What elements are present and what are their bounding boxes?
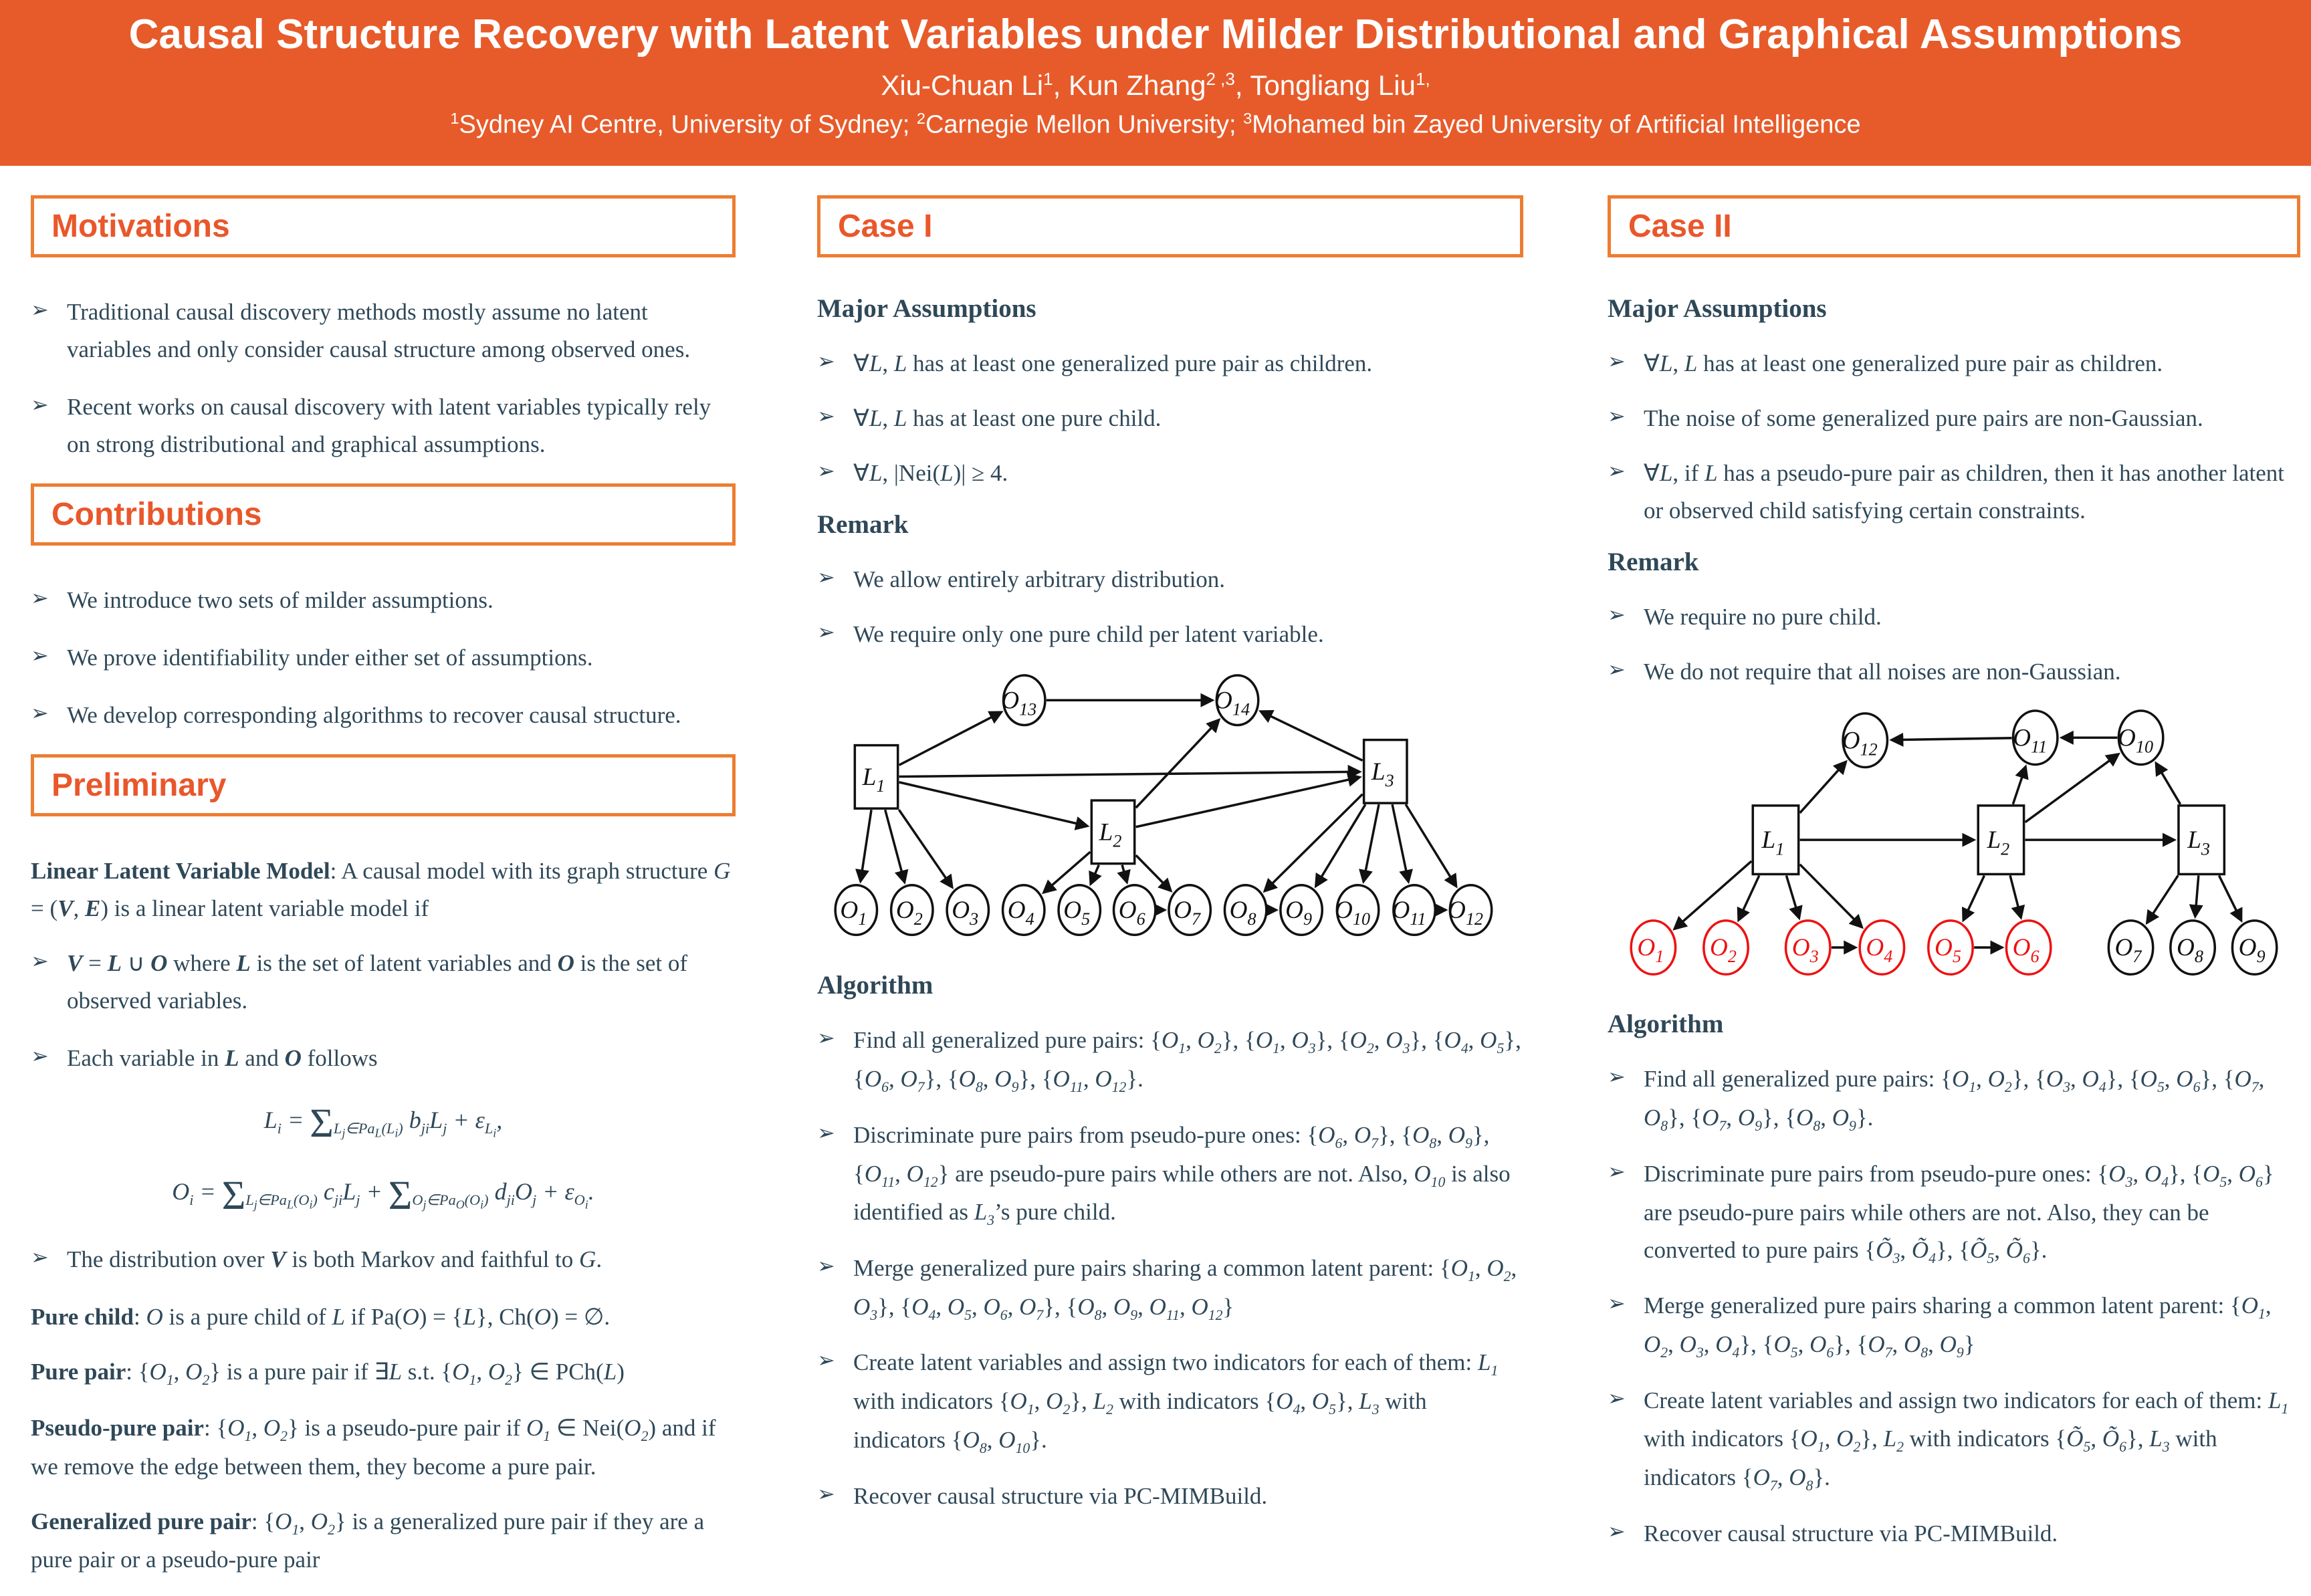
list-item [1608,400,2300,437]
graph-edge-L2-O6 [2010,875,2021,917]
svg-text:O4: $O_4$ [1866,934,1893,967]
svg-text:O9: $O_9$ [2238,934,2266,967]
bullet-arrow-icon: ➢ [817,1026,835,1050]
graph-edge-L1-O2 [1739,875,1759,919]
bullet-arrow-icon: ➢ [1608,1291,1626,1316]
svg-text:O3: $O_3$ [952,897,979,929]
svg-text:O12: $O_{12}$ [1447,897,1483,929]
bullet-arrow-icon: ➢ [31,298,49,322]
svg-text:O8: $O_8$ [2177,934,2204,967]
list-item [31,582,736,619]
bullet-arrow-icon: ➢ [31,392,49,417]
bullet-arrow-icon: ➢ [817,1120,835,1145]
graph-edge-L2-O6 [1122,865,1127,882]
graph-edge-L2-O14 [1136,720,1219,808]
graph-node-O9 [1281,885,1322,935]
graph-node-O10 [2118,711,2163,764]
case2-causal-graph [1608,708,2300,990]
svg-text:L2: $L_2$ [1099,818,1122,851]
bullet-arrow-icon: ➢ [1608,1385,1626,1410]
definition-pure-child: Pure child: O is a pure child of L if Pa(O) = {L}, Ch(O) = ∅. [31,1304,611,1331]
bullet-text: We require only one pure child per latent variable. [853,621,1324,647]
graph-edge-L1-O2 [885,810,905,882]
list-item [817,1250,1523,1327]
graph-edge-L2-O11 [2013,767,2025,804]
bullet-arrow-icon: ➢ [1608,602,1626,626]
graph-node-L3 [2179,806,2224,875]
list-item [31,1241,736,1278]
bullet-text: We require no pure child. [1644,604,1882,630]
poster-header [0,0,2311,166]
list-item [817,1478,1523,1515]
list-item [817,345,1523,382]
bullet-text: ∀L, if L has a pseudo-pure pair as children, then it has another latent or observed child satisfying certain constraints. [1644,460,2285,524]
graph-node-L1 [1753,806,1798,875]
graph-edge-L3-O11 [1392,804,1408,881]
list-item [31,945,736,1020]
bullet-text: Recover causal structure via PC-MIMBuild. [1644,1520,2058,1547]
bullet-arrow-icon: ➢ [1608,1518,1626,1543]
bullet-arrow-icon: ➢ [31,643,49,667]
svg-text:O8: $O_8$ [1229,897,1256,929]
section-title-preliminary: Preliminary [51,768,227,803]
graph-node-O12 [1448,885,1492,935]
bullet-text: Create latent variables and assign two indicators for each of them: $L_1$ with indicators {$O_1$, $O_2$}, $L_2$ with indicators {$Õ_5$, $Õ_6$}, $L_3$ with indicators {$O_7$, $O_8$}. [1644,1387,2289,1494]
poster-authors: Xiu-Chuan Li$^1$, Kun Zhang$^{2 ,3}$, Tongliang Liu$^{1,}$ [881,69,1430,101]
svg-text:L3: $L_3$ [2187,826,2211,859]
bullet-text: Find all generalized pure pairs: {$O_1$, $O_2$}, {$O_1$, $O_3$}, {$O_2$, $O_3$}, {$O_4$, $O_5$}, {$O_6$, $O_7$}, {$O_8$, $O_9$}, {$O_{11}$, $O_{12}$}. [853,1027,1521,1096]
bullet-arrow-icon: ➢ [1608,404,1626,428]
bullet-text: ∀L, L has at least one generalized pure pair as children. [1644,350,2163,376]
svg-text:O13: $O_{13}$ [1001,687,1037,719]
graph-node-O3 [947,885,988,935]
svg-text:O9: $O_9$ [1285,897,1313,929]
bullet-text: We develop corresponding algorithms to recover causal structure. [67,702,681,728]
bullet-arrow-icon: ➢ [817,459,835,483]
case2-algorithm-heading: Algorithm [1608,1010,1724,1039]
section-header-preliminary [31,754,736,816]
bullet-arrow-icon: ➢ [817,1481,835,1506]
svg-text:O6: $O_6$ [1118,897,1145,929]
case1-algorithm-heading: Algorithm [817,971,933,1000]
graph-edge-L1-O13 [899,712,1001,765]
graph-edge-L2-O5 [1963,875,1984,919]
graph-node-O7 [2108,921,2153,974]
list-item [817,1117,1523,1232]
list-item [31,388,736,463]
list-item [817,400,1523,437]
list-item [817,455,1523,492]
bullet-text: Merge generalized pure pairs sharing a common latent parent: {$O_1$, $O_2$, $O_3$}, {$O_4$, $O_5$, $O_6$, $O_7$}, {$O_8$, $O_9$, $O_{11}$, $O_{12}$} [853,1254,1517,1323]
graph-node-O1 [1631,921,1675,974]
graph-edge-L3-O12 [1406,804,1456,886]
graph-node-O4 [1860,921,1904,974]
section-title-case1: Case I [838,209,933,244]
graph-edge-L1-L2 [899,782,1087,826]
graph-edge-L3-O9 [2219,875,2241,920]
graph-edge-L3-O10 [2157,764,2181,804]
list-item [1608,455,2300,530]
list-item [1608,1287,2300,1364]
graph-node-O11 [1392,885,1435,935]
bullet-arrow-icon: ➢ [1608,1159,1626,1183]
definition-llvm: Linear Latent Variable Model: A causal model with its graph structure G = (V, E) is a linear latent variable model if [31,858,731,921]
section-header-contributions [31,483,736,546]
bullet-arrow-icon: ➢ [1608,459,1626,483]
svg-text:O7: $O_7$ [2114,934,2142,967]
svg-text:L3: $L_3$ [1371,758,1394,790]
graph-node-L3 [1364,740,1407,804]
case1-assumptions-heading: Major Assumptions [817,294,1036,323]
graph-node-O6 [1114,885,1156,935]
column-left [31,195,736,1596]
graph-node-O14 [1214,675,1258,725]
section-header-motivations [31,195,736,257]
graph-node-L2 [1091,800,1134,864]
svg-text:O4: $O_4$ [1007,897,1034,929]
list-item [1608,345,2300,382]
poster-body [0,195,2311,1573]
graph-node-O8 [1224,885,1266,935]
bullet-text: Discriminate pure pairs from pseudo-pure ones: {$O_3$, $O_4$}, {$O_5$, $O_6$} are pseudo-pure pairs while others are not. Also, they can be converted to pure pairs {$Õ_3$, $Õ_4$}, {$Õ_5$, $Õ_6$}. [1644,1160,2274,1266]
list-item [31,639,736,677]
graph-edge-O11-O12 [1892,738,2011,740]
graph-node-O4 [1003,885,1044,935]
bullet-text: Recover causal structure via PC-MIMBuild. [853,1482,1268,1509]
list-item [817,1344,1523,1460]
graph-edge-L3-O7 [2147,875,2178,922]
graph-edge-L1-O3 [1786,875,1799,917]
graph-node-O6 [2006,921,2050,974]
graph-node-O3 [1786,921,1830,974]
list-item [817,1022,1523,1099]
definition-generalized-pure-pair: Generalized pure pair: {$O_1$, $O_2$} is a generalized pure pair if they are a pure pair or a pseudo-pure pair [31,1508,705,1573]
svg-text:O7: $O_7$ [1174,897,1201,929]
case1-remark-heading: Remark [817,510,909,539]
bullet-text: ∀L, L has at least one pure child. [853,405,1162,431]
graph-edge-L1-O1 [861,810,871,881]
svg-text:O14: $O_{14}$ [1214,687,1250,719]
bullet-arrow-icon: ➢ [817,620,835,644]
bullet-text: ∀L, |Nei(L)| ≥ 4. [853,460,1008,486]
section-title-case2: Case II [1628,209,1732,244]
list-item [1608,1060,2300,1137]
graph-node-O2 [891,885,933,935]
bullet-arrow-icon: ➢ [31,1245,49,1270]
bullet-text: Traditional causal discovery methods mostly assume no latent variables and only consider causal structure among observed ones. [67,299,691,362]
bullet-text: Merge generalized pure pairs sharing a common latent parent: {$O_1$, $O_2$, $O_3$, $O_4$}, {$O_5$, $O_6$}, {$O_7$, $O_8$, $O_9$} [1644,1292,2272,1361]
poster-title: Causal Structure Recovery with Latent Variables under Milder Distributional and Graphical Assumptions [128,11,2183,58]
svg-text:L1: $L_1$ [1761,826,1785,859]
graph-node-O8 [2171,921,2215,974]
bullet-text: Recent works on causal discovery with latent variables typically rely on strong distributional and graphical assumptions. [67,394,711,457]
bullet-arrow-icon: ➢ [817,404,835,428]
bullet-text: ∀L, L has at least one generalized pure pair as children. [853,350,1373,376]
graph-node-O1 [835,885,877,935]
svg-text:O6: $O_6$ [2012,934,2040,967]
formula-observed-equation: $O_i = \Sigma_{L_j\in Pa_L(O_i)}$ $c_{ji}L_j + \Sigma_{O_j\in Pa_O(O_i)}$ $d_{ji}O_j + \varepsilon_{O_i}$. [172,1172,594,1218]
bullet-text: V = L ∪ O where L is the set of latent variables and O is the set of observed variables. [67,950,687,1014]
bullet-arrow-icon: ➢ [817,565,835,589]
graph-edge-L1-L3 [899,772,1359,776]
bullet-text: The distribution over V is both Markov and faithful to G. [67,1246,602,1273]
bullet-text: Find all generalized pure pairs: {$O_1$, $O_2$}, {$O_3$, $O_4$}, {$O_5$, $O_6$}, {$O_7$, $O_8$}, {$O_7$, $O_9$}, {$O_8$, $O_9$}. [1644,1066,2265,1135]
column-case2 [1608,195,2300,1570]
svg-text:O5: $O_5$ [1063,897,1091,929]
bullet-arrow-icon: ➢ [1608,1064,1626,1089]
list-item [1608,1515,2300,1553]
graph-edge-L3-O8 [2195,875,2199,916]
graph-node-O12 [1842,713,1888,767]
graph-edge-L3-O8 [1265,794,1363,891]
graph-edge-L2-L3 [1136,778,1359,827]
svg-text:O11: $O_{11}$ [1392,897,1426,929]
graph-node-O2 [1704,921,1748,974]
list-item [1608,1155,2300,1270]
bullet-arrow-icon: ➢ [817,1348,835,1373]
case2-assumptions-heading: Major Assumptions [1608,294,1827,323]
graph-node-O10 [1335,885,1379,935]
column-case1 [817,195,1523,1532]
svg-text:O1: $O_1$ [840,897,867,929]
graph-edge-L2-O5 [1091,865,1099,884]
bullet-text: We do not require that all noises are non-Gaussian. [1644,659,2121,685]
svg-text:L2: $L_2$ [1987,826,2010,859]
graph-node-O7 [1169,885,1210,935]
bullet-arrow-icon: ➢ [817,349,835,373]
section-header-case1 [817,195,1523,257]
graph-edge-L3-O14 [1261,711,1363,760]
svg-text:O2: $O_2$ [895,897,923,929]
graph-edge-L3-O10 [1363,804,1379,881]
definition-pure-pair: Pure pair: {$O_1$, $O_2$} is a pure pair if ∃L s.t. {$O_1$, $O_2$} ∈ PCh(L) [31,1359,625,1389]
bullet-arrow-icon: ➢ [31,701,49,725]
svg-text:O2: $O_2$ [1710,934,1737,967]
bullet-text: We allow entirely arbitrary distribution. [853,566,1226,592]
graph-edge-L1-O3 [899,810,952,887]
list-item [31,1040,736,1077]
bullet-text: The noise of some generalized pure pairs are non-Gaussian. [1644,405,2203,431]
section-title-motivations: Motivations [51,209,230,244]
case1-causal-graph [817,671,1523,951]
poster-affiliations: $^1$Sydney AI Centre, University of Sydney; $^2$Carnegie Mellon University; $^3$Mohamed bin Zayed University of Artificial Intelligence [450,110,1861,139]
bullet-text: Each variable in L and O follows [67,1045,378,1071]
svg-text:O10: $O_{10}$ [2118,724,2154,757]
graph-edge-L1-O4 [1800,865,1862,927]
bullet-arrow-icon: ➢ [31,1044,49,1068]
bullet-arrow-icon: ➢ [817,1253,835,1278]
bullet-text: We introduce two sets of milder assumptions. [67,587,493,613]
formula-latent-equation: $L_i = \Sigma_{L_j\in Pa_L(L_i)}$ $b_{ji}L_j + \varepsilon_{L_i}$, [263,1101,503,1146]
svg-text:O3: $O_3$ [1791,934,1819,967]
list-item [817,616,1523,653]
bullet-arrow-icon: ➢ [31,586,49,610]
svg-text:O12: $O_{12}$ [1842,727,1878,760]
bullet-text: We prove identifiability under either set of assumptions. [67,645,593,671]
list-item [1608,653,2300,691]
svg-text:O1: $O_1$ [1637,934,1664,967]
list-item [1608,598,2300,636]
graph-node-O9 [2232,921,2276,974]
definition-pseudo-pure-pair: Pseudo-pure pair: {$O_1$, $O_2$} is a pseudo-pure pair if $O_1$ ∈ $Nei(O_2)$ and if we remove the edge between them, they become a pure pair. [31,1414,716,1480]
section-title-contributions: Contributions [51,497,262,532]
graph-node-O5 [1929,921,1973,974]
list-item [31,697,736,734]
graph-node-O13 [1001,675,1045,725]
section-header-case2 [1608,195,2300,257]
list-item [1608,1382,2300,1498]
bullet-text: Discriminate pure pairs from pseudo-pure ones: {$O_6$, $O_7$}, {$O_8$, $O_9$}, {$O_{11}$, $O_{12}$} are pseudo-pure pairs while others are not. Also, $O_{10}$ is also identified as $L_3’s$ pure child. [853,1121,1511,1229]
bullet-text: Create latent variables and assign two indicators for each of them: $L_1$ with indicators {$O_1$, $O_2$}, $L_2$ with indicators {$O_4$, $O_5$}, $L_3$ with indicators {$O_8$, $O_{10}$}. [853,1349,1499,1456]
bullet-arrow-icon: ➢ [1608,657,1626,681]
svg-text:O5: $O_5$ [1934,934,1961,967]
list-item [817,561,1523,598]
graph-edge-L1-O12 [1800,762,1846,813]
graph-node-L2 [1978,806,2023,875]
graph-node-L1 [855,746,897,809]
bullet-arrow-icon: ➢ [1608,349,1626,373]
case2-remark-heading: Remark [1608,548,1699,576]
svg-text:O10: $O_{10}$ [1335,897,1371,929]
svg-text:L1: $L_1$ [862,763,885,796]
svg-text:O11: $O_{11}$ [2013,724,2048,757]
list-item [31,294,736,368]
graph-node-O5 [1059,885,1100,935]
bullet-arrow-icon: ➢ [31,949,49,973]
graph-node-O11 [2013,711,2058,764]
